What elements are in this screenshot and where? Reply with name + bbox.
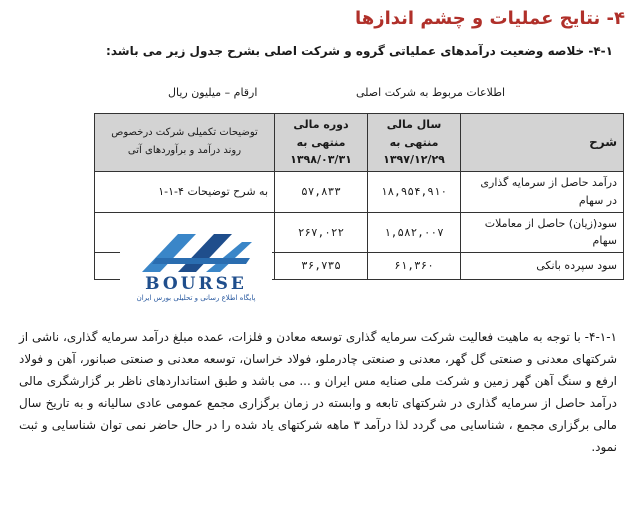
bourse-logo-caption: پایگاه اطلاع رسانی و تحلیلی بورس ایران [136, 294, 256, 302]
row-year1-value: ۱,۵۸۲,۰۰۷ [368, 212, 461, 252]
header-year2: دوره مالی منتهی به ۱۳۹۸/۰۳/۳۱ [275, 114, 368, 172]
row-year2-value: ۳۶,۷۳۵ [275, 252, 368, 279]
row-year1-value: ۶۱,۳۶۰ [368, 252, 461, 279]
row-year1-value: ۱۸,۹۵۴,۹۱۰ [368, 171, 461, 212]
header-year1: سال مالی منتهی به ۱۳۹۷/۱۲/۲۹ [368, 114, 461, 172]
bourse-logo [120, 228, 272, 310]
row-description: درآمد حاصل از سرمایه گذاری در سهام [461, 171, 624, 212]
bourse-logo-mark [120, 228, 272, 276]
bourse-logo-word: BOURSE [145, 274, 247, 294]
section-title: ۴- نتایج عملیات و چشم اندازها [355, 8, 625, 29]
header-description: شرح [461, 114, 624, 172]
row-year2-value: ۲۶۷,۰۲۲ [275, 212, 368, 252]
row-notes: به شرح توضیحات ۴-۱-۱ [95, 171, 275, 212]
body-paragraph: ۴-۱-۱- با توجه به ماهیت فعالیت شرکت سرمایه گذاری توسعه معادن و فلزات، عمده مبلغ درآمد سرمایه گذاری، ناشی از شرکتهای معدنی و صنعتی گل گهر، معدنی و صنعتی چادرملو، فولاد خراسان، توسعه معدنی و صنعتی صبانور، آهن و فولاد ارفع و سنگ آهن گهر زمین و شرکت ملی صنایه مس ایران و ... می باشد و طبق استانداردهای ناظر بر گزارشگری مالی درآمد حاصل از سرمایه گذاری در شرکتهای تابعه و وابسته در زمان برگزاری مجمع عمومی عادی سالیانه و به تاریخ سال مالی برگزاری مجمع ، شناسایی می گردد لذا درآمد ۳ ماهه شرکتهای یاد شده را در حال حاضر نمی توان شناسایی و ثبت نمود. [19, 330, 617, 454]
table-header-row [95, 114, 624, 172]
row-year2-value: ۵۷,۸۳۳ [275, 171, 368, 212]
row-description: سود سپرده بانکی [461, 252, 624, 279]
company-info-label: اطلاعات مربوط به شرکت اصلی [356, 86, 505, 99]
table-row [95, 171, 624, 212]
header-notes: توضیحات تکمیلی شرکت درخصوص روند درآمد و برآوردهای آتی [95, 114, 275, 172]
subsection-title: ۴-۱- خلاصه وضعیت درآمدهای عملیاتی گروه و شرکت اصلی بشرح جدول زیر می باشد: [106, 44, 613, 58]
units-label: ارقام – میلیون ریال [168, 86, 258, 99]
row-description: سود(زیان) حاصل از معاملات سهام [461, 212, 624, 252]
